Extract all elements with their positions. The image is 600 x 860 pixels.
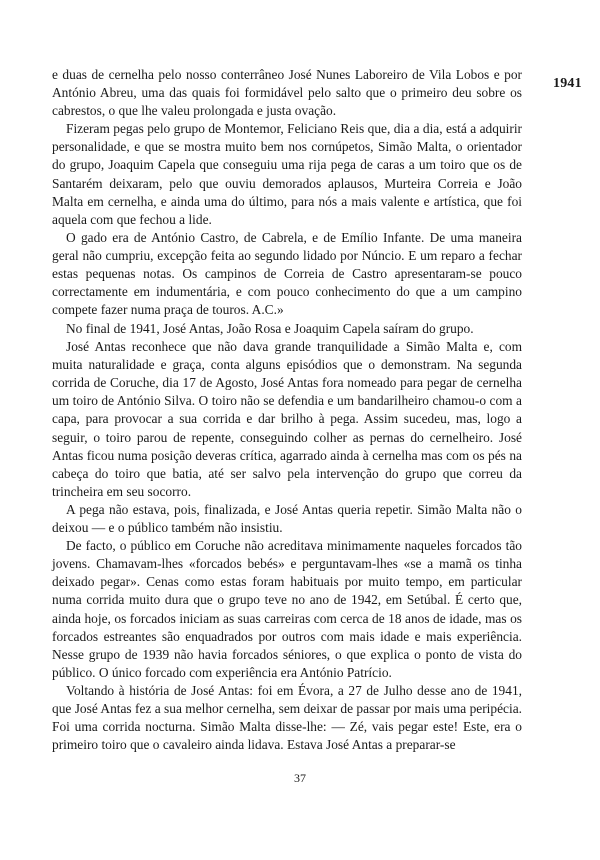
quote-paragraph: Fizeram pegas pelo grupo de Montemor, Feliciano Reis que, dia a dia, está a adquirir personalidade, e que se mostra muito bem nos cornúpetos, Simão Malta, o orientador do grupo, Joaquim Capela que conseguiu uma rija pega de caras a um toiro que os de Santarém deixaram, pelo que ouviu demorados aplausos, Murteira Correia e João Malta em cernelha, e ainda uma do último, para nós a mais valente e artística, que foi aquela com que fechou a lide. bbox=[52, 121, 522, 227]
year-margin-note: 1941 bbox=[553, 76, 582, 91]
body-paragraph: De facto, o público em Coruche não acreditava minimamente naqueles forcados tão jovens. Chamavam-lhes «forcados bebés» e perguntavam-lhes «se a mamã os tinha deixado pegar». Cenas como estas foram habituais por muito tempo, em particular numa corrida muito dura que o grupo teve no ano de 1942, em Setúbal. É certo que, ainda hoje, os forcados iniciam as suas carreiras com cerca de 18 anos de idade, mas os forcados estreantes são enquadrados por outros com mais idade e mais experiência. Nesse grupo de 1939 não havia forcados séniores, o que explica o ponto de vista do público. O único forcado com experiência era António Patrício. bbox=[52, 538, 522, 680]
body-paragraph: Voltando à história de José Antas: foi em Évora, a 27 de Julho desse ano de 1941, que José Antas fez a sua melhor cernelha, sem deixar de passar por mais uma peripécia. Foi uma corrida nocturna. Simão Malta disse-lhe: — Zé, vais pegar este! Este, era o primeiro toiro que o cavaleiro ainda lidava. Estava José Antas a preparar-se bbox=[52, 682, 522, 753]
quoted-newspaper-excerpt bbox=[52, 66, 522, 319]
quote-paragraph: O gado era de António Castro, de Cabrela, e de Emílio Infante. De uma maneira geral não cumpriu, excepção feita ao segundo lidado por Núncio. E um reparo a fechar estas pequenas notas. Os campinos de Correia de Castro apresentaram-se pouco correctamente em indumentária, e com pouco conhecimento do que a um campino compete fazer numa praça de touros. A.C.» bbox=[52, 229, 522, 318]
body-paragraph: A pega não estava, pois, finalizada, e José Antas queria repetir. Simão Malta não o deixou — e o público também não insistiu. bbox=[52, 501, 522, 536]
quote-paragraph: e duas de cernelha pelo nosso conterrâneo José Nunes Laboreiro de Vila Lobos e por António Abreu, uma das quais foi formidável pelo salto que o primeiro deu sobre os cabrestos, o que lhe valeu prolongada e justa ovação. bbox=[52, 67, 522, 119]
body-paragraph: No final de 1941, José Antas, João Rosa e Joaquim Capela saíram do grupo. bbox=[66, 321, 474, 336]
main-text bbox=[52, 320, 522, 754]
page-number: 37 bbox=[294, 771, 306, 785]
body-paragraph: José Antas reconhece que não dava grande tranquilidade a Simão Malta e, com muita naturalidade e graça, conta alguns episódios que o demonstram. Na segunda corrida de Coruche, dia 17 de Agosto, José Antas fora nomeado para pegar de cernelha um toiro de António Silva. O toiro não se defendia e um bandarilheiro chamou-o com a capa, para provocar a sua corrida e dar brilho à pega. Assim sucedeu, mas, logo a seguir, o toiro parou de repente, conseguindo colher as pernas do cernelheiro. José Antas ficou numa posição deveras crítica, agarrado ainda à cernelha mas com os pés na cabeça do toiro que batia, até ser salvo pela intervenção do grupo que correu da trincheira em seu socorro. bbox=[52, 339, 522, 499]
